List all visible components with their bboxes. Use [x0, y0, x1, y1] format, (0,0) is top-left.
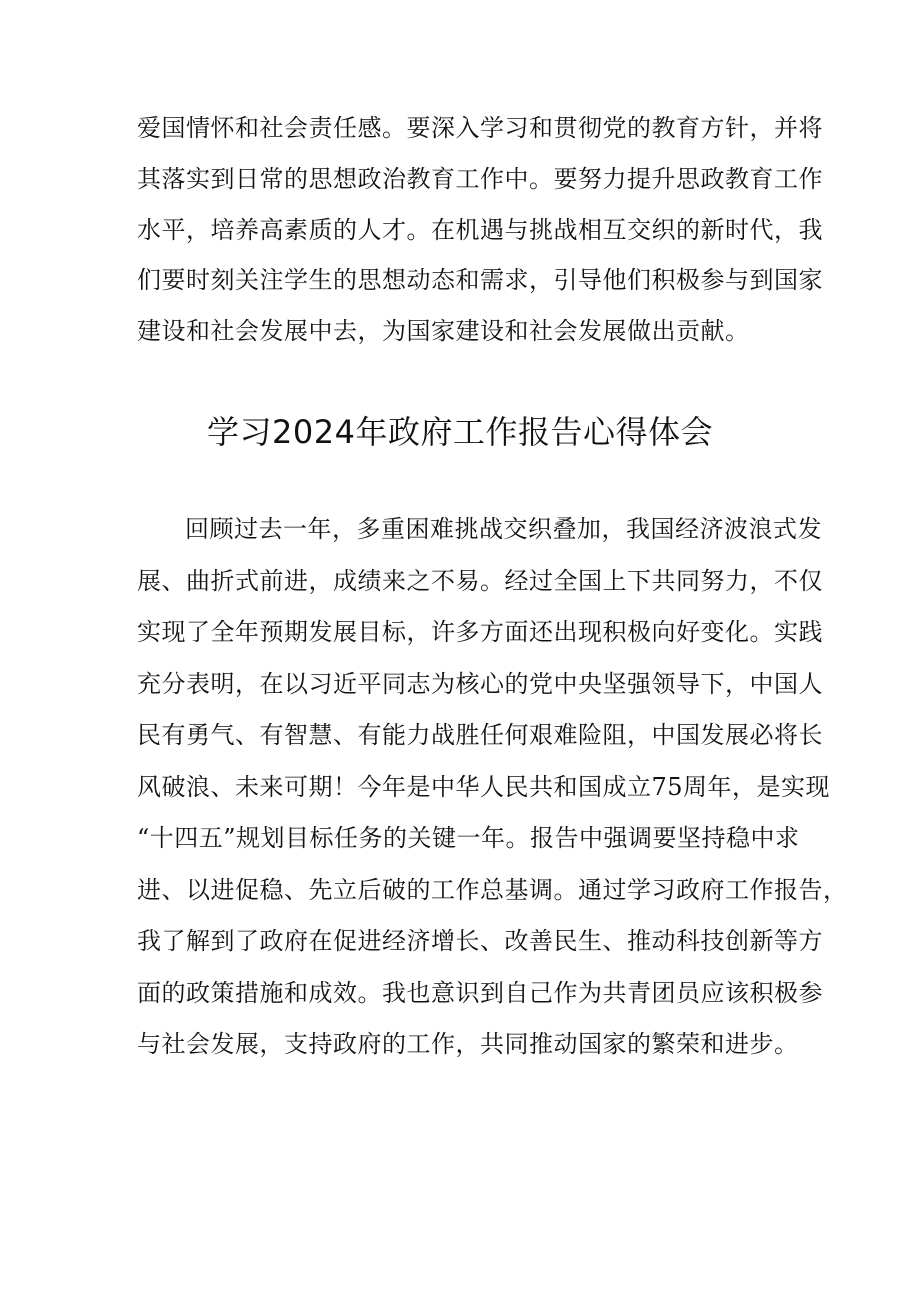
paragraph-line: 风破浪、未来可期！今年是中华人民共和国成立75周年，是实现 [137, 773, 831, 801]
paragraph-line: 进、以进促稳、先立后破的工作总基调。通过学习政府工作报告， [137, 876, 848, 904]
paragraph-line: 们要时刻关注学生的思想动态和需求，引导他们积极参与到国家 [137, 266, 823, 294]
paragraph-line: 其落实到日常的思想政治教育工作中。要努力提升思政教育工作 [137, 165, 823, 193]
paragraph-line: 民有勇气、有智慧、有能力战胜任何艰难险阻，中国发展必将长 [137, 721, 823, 749]
paragraph-line: 实现了全年预期发展目标，许多方面还出现积极向好变化。实践 [137, 618, 823, 646]
paragraph-line: 爱国情怀和社会责任感。要深入学习和贯彻党的教育方针，并将 [137, 114, 823, 142]
paragraph-line: 充分表明，在以习近平同志为核心的党中央坚强领导下，中国人 [137, 670, 823, 698]
paragraph-line: 我了解到了政府在促进经济增长、改善民生、推动科技创新等方 [137, 927, 823, 955]
paragraph-line: “十四五”规划目标任务的关键一年。报告中强调要坚持稳中求 [137, 824, 800, 852]
article-title: 学习2024年政府工作报告心得体会 [207, 413, 713, 451]
paragraph-line: 面的政策措施和成效。我也意识到自己作为共青团员应该积极参 [137, 979, 823, 1007]
paragraph-line: 回顾过去一年，多重困难挑战交织叠加，我国经济波浪式发 [185, 515, 822, 543]
paragraph-line: 与社会发展，支持政府的工作，共同推动国家的繁荣和进步。 [137, 1030, 799, 1058]
paragraph-line: 建设和社会发展中去，为国家建设和社会发展做出贡献。 [137, 317, 750, 345]
paragraph-line: 展、曲折式前进，成绩来之不易。经过全国上下共同努力，不仅 [137, 567, 823, 595]
paragraph-line: 水平，培养高素质的人才。在机遇与挑战相互交织的新时代，我 [137, 216, 823, 244]
